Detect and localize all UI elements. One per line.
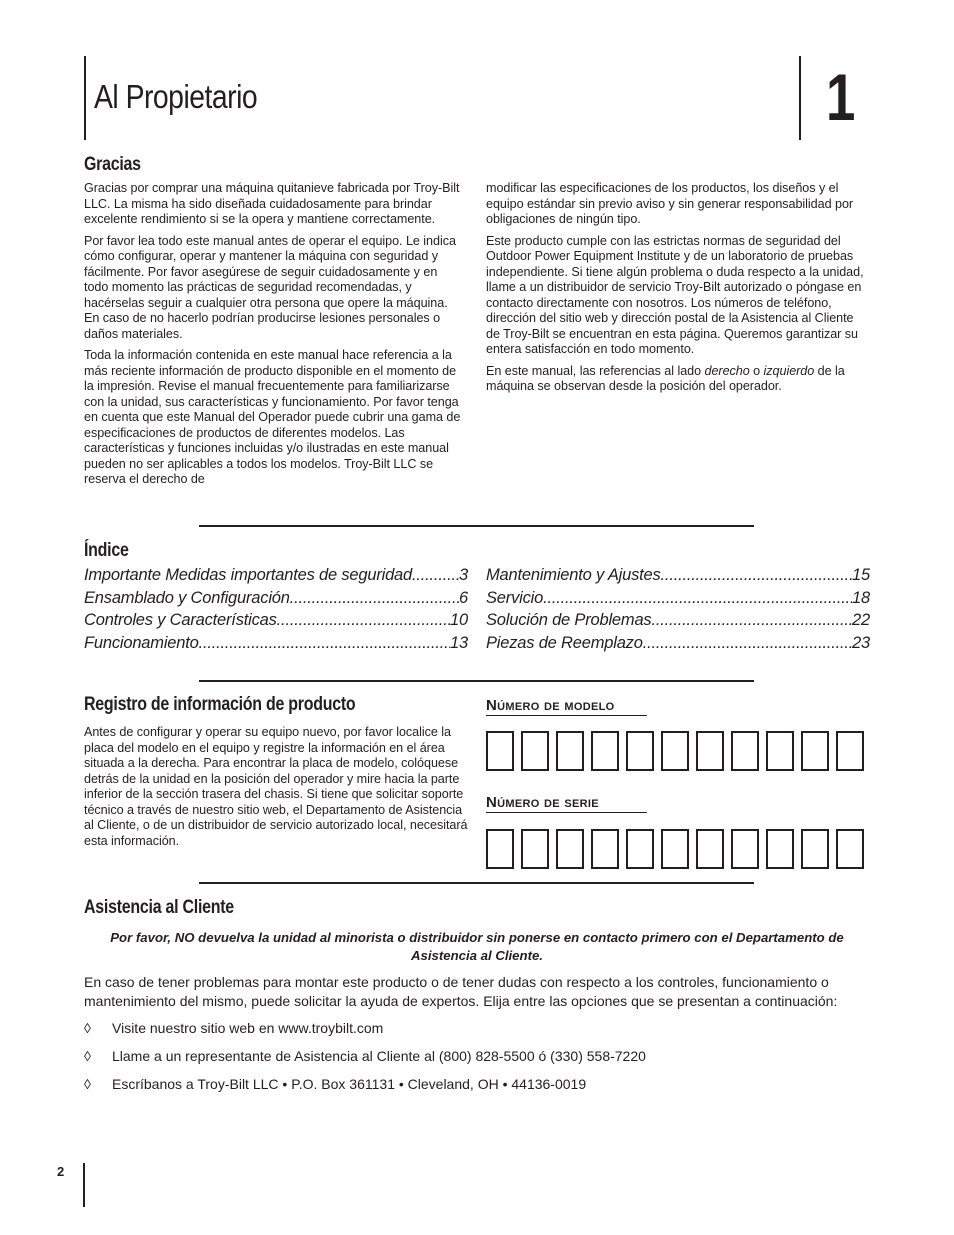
side-reference-paragraph: En este manual, las referencias al lado derecho o izquierdo de la máquina se observan desde la posición del operador. bbox=[486, 363, 845, 393]
toc-item[interactable]: Servicio ..... 18 bbox=[486, 589, 870, 608]
model-digit-box[interactable] bbox=[556, 731, 584, 771]
toc-item[interactable]: Piezas de Reemplazo ..... 23 bbox=[486, 634, 870, 653]
serial-digit-box[interactable] bbox=[661, 829, 689, 869]
diamond-bullet-icon: ◊ bbox=[84, 1048, 91, 1064]
divider bbox=[199, 525, 754, 527]
chapter-number-bar bbox=[799, 56, 801, 140]
diamond-bullet-icon: ◊ bbox=[84, 1020, 91, 1036]
serial-digit-box[interactable] bbox=[731, 829, 759, 869]
serial-digit-box[interactable] bbox=[556, 829, 584, 869]
paragraph: Toda la información contenida en este manual hace referencia a la más reciente información de producto disponible en el momento de la impresión. Revise el manual frecuentemente para familiarizarse con la unidad, sus características y funcionamiento. Por favor tenga en cuenta que este Manual del Operador puede cubrir una gama de especificaciones de productos de diferentes modelos. Las características y funciones incluidas y/o ilustradas en este manual pueden no ser aplicables a todos los modelos. Troy-Bilt LLC se reserva el derecho de bbox=[84, 348, 461, 486]
serial-number-label: Número de serie bbox=[486, 794, 647, 813]
gracias-right-column bbox=[486, 181, 866, 401]
toc-item[interactable]: Controles y Características ..... 10 bbox=[84, 611, 468, 630]
chapter-number: 1 bbox=[826, 60, 856, 134]
toc-page: 23 bbox=[852, 634, 870, 652]
divider bbox=[199, 680, 754, 682]
asistencia-intro: En caso de tener problemas para montar este producto o de tener dudas con respecto a los controles, funcionamiento o mantenimiento del mismo, puede solicitar la ayuda de expertos. Elija entre las opciones que se presentan a continuación: bbox=[84, 974, 838, 1009]
divider bbox=[199, 882, 754, 884]
serial-digit-box[interactable] bbox=[766, 829, 794, 869]
toc-page: 18 bbox=[852, 589, 870, 607]
model-digit-box[interactable] bbox=[731, 731, 759, 771]
toc-item[interactable]: Solución de Problemas ..... 22 bbox=[486, 611, 870, 630]
model-digit-box[interactable] bbox=[661, 731, 689, 771]
toc-item[interactable]: Mantenimiento y Ajustes ..... 15 bbox=[486, 566, 870, 585]
toc-item[interactable]: Importante Medidas importantes de seguridad ..... 3 bbox=[84, 566, 468, 585]
diamond-bullet-icon: ◊ bbox=[84, 1076, 91, 1092]
serial-digit-box[interactable] bbox=[801, 829, 829, 869]
serial-digit-box[interactable] bbox=[626, 829, 654, 869]
model-digit-box[interactable] bbox=[766, 731, 794, 771]
toc-page: 6 bbox=[459, 589, 468, 607]
toc-page: 22 bbox=[852, 611, 870, 629]
model-digit-box[interactable] bbox=[696, 731, 724, 771]
model-digit-box[interactable] bbox=[801, 731, 829, 771]
model-digit-box[interactable] bbox=[521, 731, 549, 771]
toc-page: 13 bbox=[450, 634, 468, 652]
registro-heading: Registro de información de producto bbox=[84, 694, 356, 715]
gracias-heading: Gracias bbox=[84, 154, 141, 175]
toc-page: 15 bbox=[852, 566, 870, 584]
serial-digit-box[interactable] bbox=[486, 829, 514, 869]
contact-option: ◊ Llame a un representante de Asistencia al Cliente al (800) 828-5500 ó (330) 558-7220 bbox=[84, 1048, 646, 1064]
page-number: 2 bbox=[57, 1164, 65, 1179]
model-digit-box[interactable] bbox=[836, 731, 864, 771]
return-notice: Por favor, NO devuelva la unidad al minorista o distribuidor sin ponerse en contacto primero con el Departamento de Asistencia al Cliente. bbox=[110, 930, 844, 963]
footer-bar bbox=[83, 1163, 85, 1207]
serial-digit-box[interactable] bbox=[521, 829, 549, 869]
serial-digit-box[interactable] bbox=[696, 829, 724, 869]
paragraph: Gracias por comprar una máquina quitanieve fabricada por Troy-Bilt LLC. La misma ha sido diseñada cuidadosamente para brindar excelente rendimiento si se la opera y mantiene correctamente. bbox=[84, 181, 460, 226]
gracias-left-column bbox=[84, 181, 464, 494]
toc-page: 3 bbox=[459, 566, 468, 584]
paragraph: modificar las especificaciones de los productos, los diseños y el equipo estándar sin previo aviso y sin generar responsabilidad por obligaciones de ningún tipo. bbox=[486, 181, 854, 226]
serial-number-boxes[interactable] bbox=[486, 829, 864, 869]
toc-item[interactable]: Funcionamiento ..... 13 bbox=[84, 634, 468, 653]
serial-digit-box[interactable] bbox=[591, 829, 619, 869]
chapter-left-bar bbox=[84, 56, 86, 140]
toc-item[interactable]: Ensamblado y Configuración ..... 6 bbox=[84, 589, 468, 608]
toc-page: 10 bbox=[450, 611, 468, 629]
model-digit-box[interactable] bbox=[486, 731, 514, 771]
paragraph: Este producto cumple con las estrictas normas de seguridad del Outdoor Power Equipment Institute y de un laboratorio de pruebas independiente. Si tiene algún problema o duda respecto a la unidad, llame a un distribuidor de servicio Troy-Bilt autorizado o póngase en contacto directamente con nosotros. Los números de teléfono, dirección del sitio web y dirección postal de la Asistencia al Cliente de Troy-Bilt se encuentran en esta página. Queremos garantizar su entera satisfacción en todo momento. bbox=[486, 233, 864, 356]
chapter-title: Al Propietario bbox=[94, 78, 258, 115]
model-digit-box[interactable] bbox=[626, 731, 654, 771]
model-digit-box[interactable] bbox=[591, 731, 619, 771]
model-number-boxes[interactable] bbox=[486, 731, 864, 771]
contact-option: ◊ Visite nuestro sitio web en www.troybilt.com bbox=[84, 1020, 384, 1036]
indice-heading: Índice bbox=[84, 540, 129, 561]
asistencia-heading: Asistencia al Cliente bbox=[84, 897, 234, 918]
paragraph: Por favor lea todo este manual antes de operar el equipo. Le indica cómo configurar, operar y mantener la máquina con seguridad y fácilmente. Por favor asegúrese de seguir cuidadosamente y en todo momento las prácticas de seguridad recomendadas, y hacérselas seguir a cualquier otra persona que opere la máquina. En caso de no hacerlo podrían producirse lesiones personales o daños materiales. bbox=[84, 233, 456, 341]
model-number-label: Número de modelo bbox=[486, 697, 647, 716]
serial-digit-box[interactable] bbox=[836, 829, 864, 869]
contact-option: ◊ Escríbanos a Troy-Bilt LLC • P.O. Box 361131 • Cleveland, OH • 44136-0019 bbox=[84, 1076, 587, 1092]
registro-text: Antes de configurar y operar su equipo nuevo, por favor localice la placa del modelo en el equipo y registre la información en el área situada a la derecha. Para encontrar la placa de modelo, colóquese detrás de la unidad en la posición del operador y mire hacia la parte inferior de la sección trasera del chasis. Si tiene que solicitar soporte técnico a través de nuestro sitio web, el Departamento de Asistencia al Cliente, o de un distribuidor de servicio autorizado local, necesitará esta información. bbox=[84, 725, 468, 848]
